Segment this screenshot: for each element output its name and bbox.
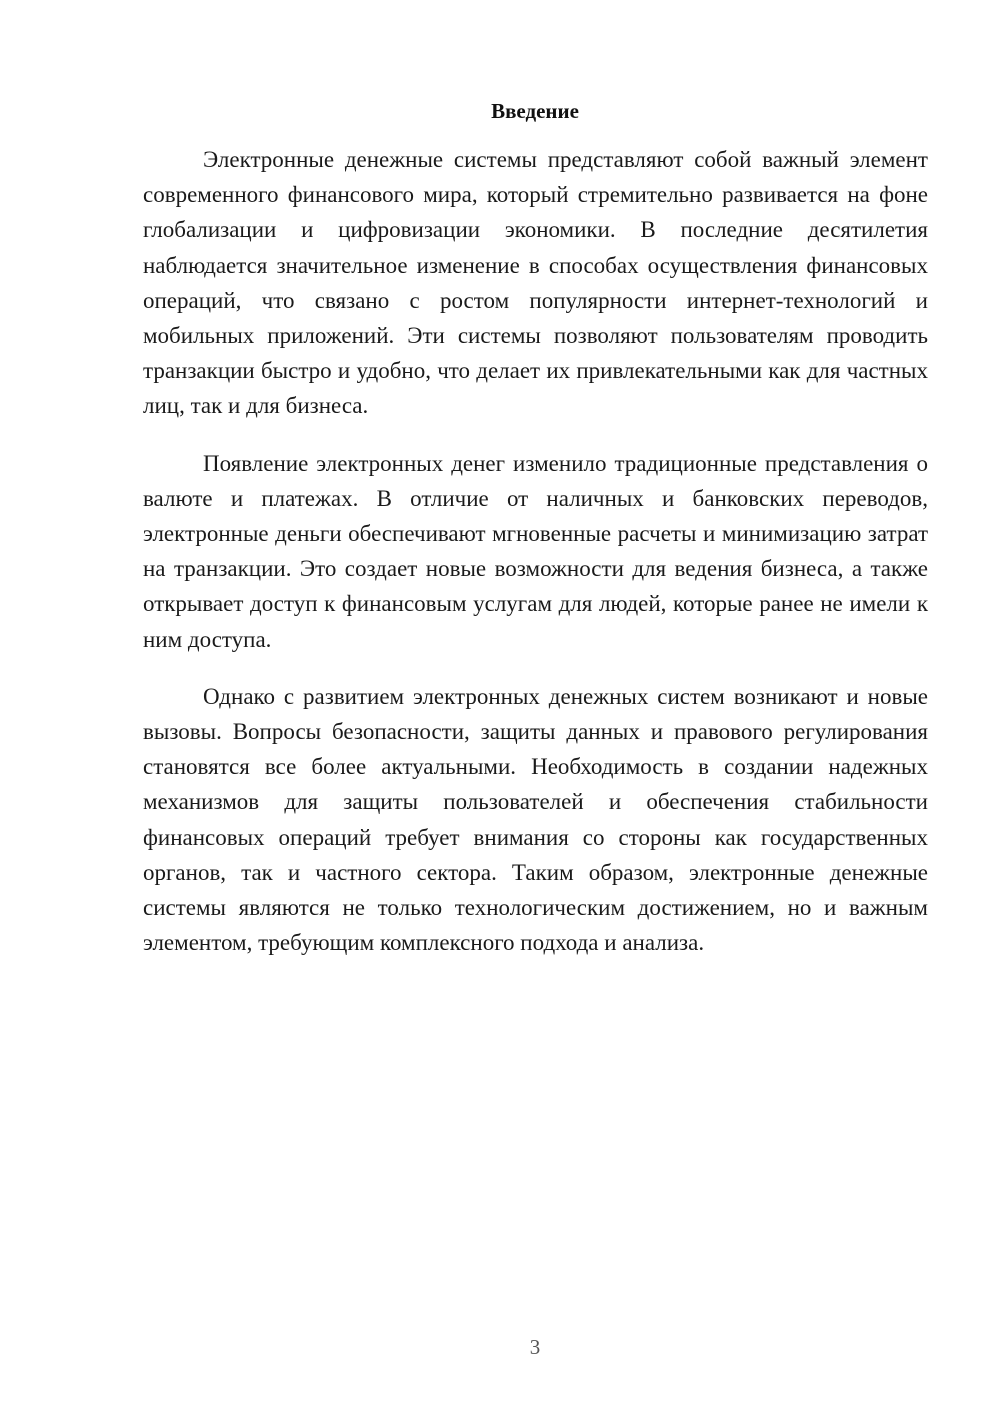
body-text [143,142,928,960]
paragraph-1: Электронные денежные системы представляют собой важный элемент современного финансового мира, который стремительно развивается на фоне глобализации и цифровизации экономики. В последние десятилетия наблюдается значительное изменение в способах осуществления финансовых операций, что связано с ростом популярности интернет-технологий и мобильных приложений. Эти системы позволяют пользователям проводить транзакции быстро и удобно, что делает их привлекательными как для частных лиц, так и для бизнеса. [143,147,928,419]
page-title: Введение [491,99,579,123]
paragraph-2: Появление электронных денег изменило традиционные представления о валюте и платежах. В отличие от наличных и банковских переводов, электронные деньги обеспечивают мгновенные расчеты и минимизацию затрат на транзакции. Это создает новые возможности для ведения бизнеса, а также открывает доступ к финансовым услугам для людей, которые ранее не имели к ним доступа. [143,450,928,652]
page-number: 3 [529,1335,541,1359]
paragraph-3: Однако с развитием электронных денежных систем возникают и новые вызовы. Вопросы безопасности, защиты данных и правового регулирования становятся все более актуальными. Необходимость в создании надежных механизмов для защиты пользователей и обеспечения стабильности финансовых операций требует внимания со стороны как государственных органов, так и частного сектора. Таким образом, электронные денежные системы являются не только технологическим достижением, но и важным элементом, требующим комплексного подхода и анализа. [143,683,928,956]
